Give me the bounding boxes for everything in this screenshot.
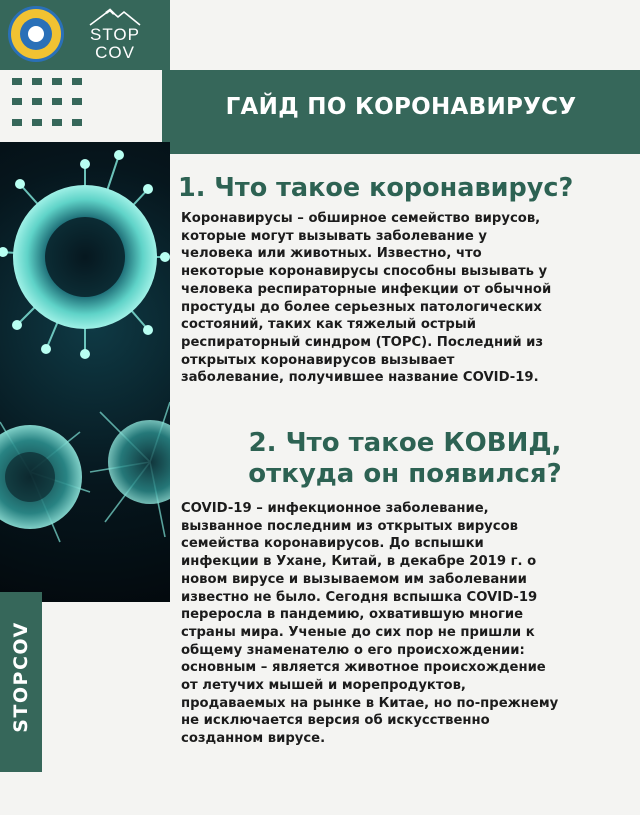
- title-banner: [162, 70, 640, 154]
- stopcov-logo: [80, 8, 150, 64]
- page-title: ГАЙД ПО КОРОНАВИРУСУ: [225, 94, 577, 120]
- section-2-body: [181, 500, 558, 748]
- virus-image: [0, 142, 170, 602]
- section-2-title-line: откуда он появился?: [248, 459, 562, 489]
- text-line: COVID-19 – инфекционное заболевание,: [181, 501, 489, 516]
- text-line: простуды до более серьезных патологических: [181, 299, 542, 315]
- text-line: семейства коронавирусов. До вспышки: [181, 536, 484, 552]
- section-2-title-line: 2. Что такое КОВИД,: [248, 428, 562, 458]
- text-line: человека респираторные инфекции от обычной: [181, 281, 552, 297]
- text-line: состояний, таких как тяжелый острый: [181, 317, 476, 333]
- vertical-brand-label: STOPCOV: [10, 621, 32, 733]
- text-line: переросла в пандемию, охватившую многие: [181, 607, 524, 623]
- text-line: продаваемых на рынке в Китае, но по-прежнему: [181, 695, 559, 711]
- text-line: человека или животных. Известно, что: [181, 246, 482, 262]
- text-line: известно не было. Сегодня вспышка COVID-19: [181, 589, 538, 605]
- text-line: некоторые коронавирусы способны вызывать у: [181, 264, 548, 280]
- logo-word-top: STOP: [90, 25, 140, 44]
- section-1-body: [181, 210, 551, 387]
- text-line: общему знаменателю о его происхождении:: [181, 642, 525, 658]
- text-line: вызванное последним из открытых вирусов: [181, 518, 518, 534]
- section-1-title: 1. Что такое коронавирус?: [178, 173, 574, 203]
- text-line: от летучих мышей и морепродуктов,: [181, 678, 466, 694]
- text-line: не исключается версия об искусственно: [181, 713, 490, 729]
- text-line: созданном вирусе.: [181, 731, 326, 747]
- mountain-icon: [80, 8, 150, 26]
- logo-word-bottom: COV: [95, 43, 135, 62]
- city-emblem-icon: [8, 6, 64, 62]
- text-line: страны мира. Ученые до сих пор не пришли к: [181, 624, 535, 640]
- text-line: которые могут вызывать заболевание у: [181, 228, 488, 244]
- text-line: респираторный синдром (ТОРС). Последний из: [181, 334, 544, 350]
- text-line: новом вирусе и вызываемом им заболевании: [181, 571, 527, 587]
- text-line: инфекции в Ухане, Китай, в декабре 2019 г. о: [181, 554, 537, 570]
- text-line: открытых коронавирусов вызывает: [181, 352, 455, 368]
- logo-bar: [0, 0, 170, 70]
- text-line: заболевание, получившее название COVID-19.: [181, 370, 539, 386]
- text-line: Коронавирусы – обширное семейство вирусов,: [181, 211, 541, 226]
- text-line: основным – является животное происхождение: [181, 660, 546, 676]
- decorative-dot-grid: [12, 78, 84, 128]
- section-2-title: [170, 428, 640, 490]
- coronavirus-illustration: [0, 142, 170, 602]
- vertical-brand-strip: [0, 592, 42, 772]
